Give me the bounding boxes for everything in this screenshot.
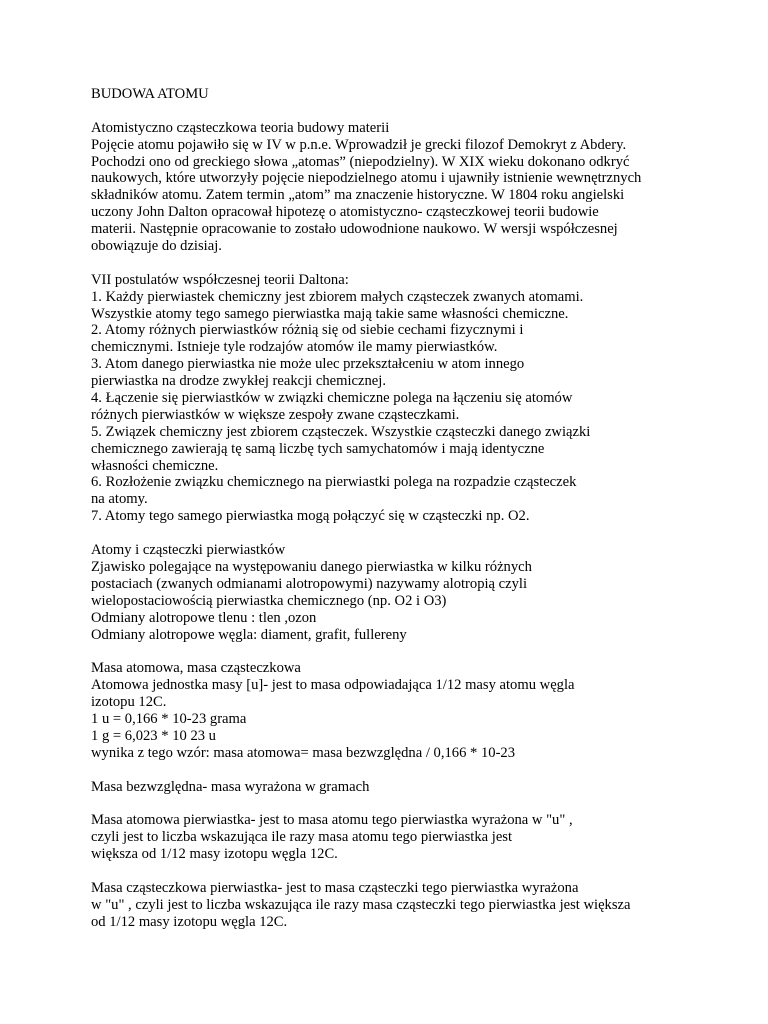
paragraph-gap (91, 795, 731, 812)
paragraph (91, 779, 731, 796)
text-line: 3. Atom danego pierwiastka nie może ulec przekształceniu w atom innego (91, 356, 525, 373)
text-line: Wszystkie atomy tego samego pierwiastka mają takie same własności chemiczne. (91, 305, 569, 322)
paragraph (91, 120, 731, 255)
paragraph (91, 812, 731, 863)
text-line: naukowych, które utworzyły pojęcie niepodzielnego atomu i ujawniły istnienie wewnętrznych (91, 170, 642, 187)
text-line: 1 u = 0,166 * 10-23 grama (91, 710, 247, 727)
paragraph-gap (91, 643, 731, 660)
text-line: postaciach (zwanych odmianami alotropowymi) nazywamy alotropią czyli (91, 575, 528, 592)
text-line: 2. Atomy różnych pierwiastków różnią się od siebie cechami fizycznymi i (91, 322, 524, 339)
text-line: Pochodzi ono od greckiego słowa „atomas” (niepodzielny). W XIX wieku dokonano odkryć (91, 153, 630, 170)
text-line: w "u" , czyli jest to liczba wskazująca ile razy masa cząsteczki tego pierwiastka jest większa (91, 896, 631, 913)
text-line: materii. Następnie opracowanie to zostało udowodnione naukowo. W wersji współczesnej (91, 221, 618, 238)
text-line: większa od 1/12 masy izotopu węgla 12C. (91, 846, 338, 863)
text-line: chemicznymi. Istnieje tyle rodzajów atomów ile mamy pierwiastków. (91, 339, 498, 356)
paragraph (91, 660, 731, 761)
text-line: izotopu 12C. (91, 694, 167, 711)
paragraph-gap (91, 255, 731, 272)
text-line: uczony John Dalton opracował hipotezę o atomistyczno- cząsteczkowej teorii budowie (91, 204, 599, 221)
paragraph (91, 880, 731, 931)
text-line: 1. Każdy pierwiastek chemiczny jest zbiorem małych cząsteczek zwanych atomami. (91, 288, 584, 305)
paragraph-gap (91, 525, 731, 542)
text-line: czyli jest to liczba wskazująca ile razy masa atomu tego pierwiastka jest (91, 829, 513, 846)
text-line: wielopostaciowością pierwiastka chemicznego (np. O2 i O3) (91, 592, 447, 609)
document-sections (91, 120, 731, 931)
text-line: Masa cząsteczkowa pierwiastka- jest to masa cząsteczki tego pierwiastka wyrażona (91, 879, 579, 896)
text-line: Atomowa jednostka masy [u]- jest to masa odpowiadająca 1/12 masy atomu węgla (91, 677, 575, 694)
text-line: Atomistyczno cząsteczkowa teoria budowy materii (91, 119, 390, 136)
text-line: Masa atomowa pierwiastka- jest to masa atomu tego pierwiastka wyrażona w "u" , (91, 812, 573, 829)
text-line: 1 g = 6,023 * 10 23 u (91, 727, 216, 744)
text-line: 7. Atomy tego samego pierwiastka mogą połączyć się w cząsteczki np. O2. (91, 508, 530, 525)
text-line: obowiązuje do dzisiaj. (91, 238, 222, 255)
text-line: chemicznego zawierają tę samą liczbę tych samychatomów i mają identyczne (91, 440, 545, 457)
document-title: BUDOWA ATOMU (91, 86, 209, 102)
text-line: 6. Rozłożenie związku chemicznego na pierwiastki polega na rozpadzie cząsteczek (91, 474, 577, 491)
paragraph (91, 272, 731, 525)
text-line: Odmiany alotropowe tlenu : tlen ,ozon (91, 609, 317, 626)
text-line: Odmiany alotropowe węgla: diament, grafit, fullereny (91, 626, 407, 643)
paragraph (91, 542, 731, 643)
text-line: VII postulatów współczesnej teorii Daltona: (91, 271, 349, 288)
text-line: Atomy i cząsteczki pierwiastków (91, 542, 286, 559)
text-line: własności chemiczne. (91, 457, 219, 474)
text-line: na atomy. (91, 491, 148, 508)
text-line: Zjawisko polegające na występowaniu danego pierwiastka w kilku różnych (91, 558, 532, 575)
paragraph-gap (91, 863, 731, 880)
text-line: 5. Związek chemiczny jest zbiorem cząsteczek. Wszystkie cząsteczki danego związki (91, 423, 591, 440)
document-body (91, 86, 731, 931)
paragraph-gap (91, 103, 731, 120)
text-line: Masa atomowa, masa cząsteczkowa (91, 660, 301, 677)
text-line: składników atomu. Zatem termin „atom” ma znaczenie historyczne. W 1804 roku angielski (91, 187, 625, 204)
text-line: Masa bezwzględna- masa wyrażona w gramach (91, 778, 370, 795)
text-line: różnych pierwiastków w większe zespoły zwane cząsteczkami. (91, 406, 460, 423)
paragraph-gap (91, 762, 731, 779)
text-line: 4. Łączenie się pierwiastków w związki chemiczne polega na łączeniu się atomów (91, 390, 573, 407)
text-line: od 1/12 masy izotopu węgla 12C. (91, 913, 288, 930)
text-line: pierwiastka na drodze zwykłej reakcji chemicznej. (91, 373, 386, 390)
text-line: Pojęcie atomu pojawiło się w IV w p.n.e. Wprowadził je grecki filozof Demokryt z Abdery. (91, 136, 627, 153)
text-line: wynika z tego wzór: masa atomowa= masa bezwzględna / 0,166 * 10-23 (91, 744, 516, 761)
